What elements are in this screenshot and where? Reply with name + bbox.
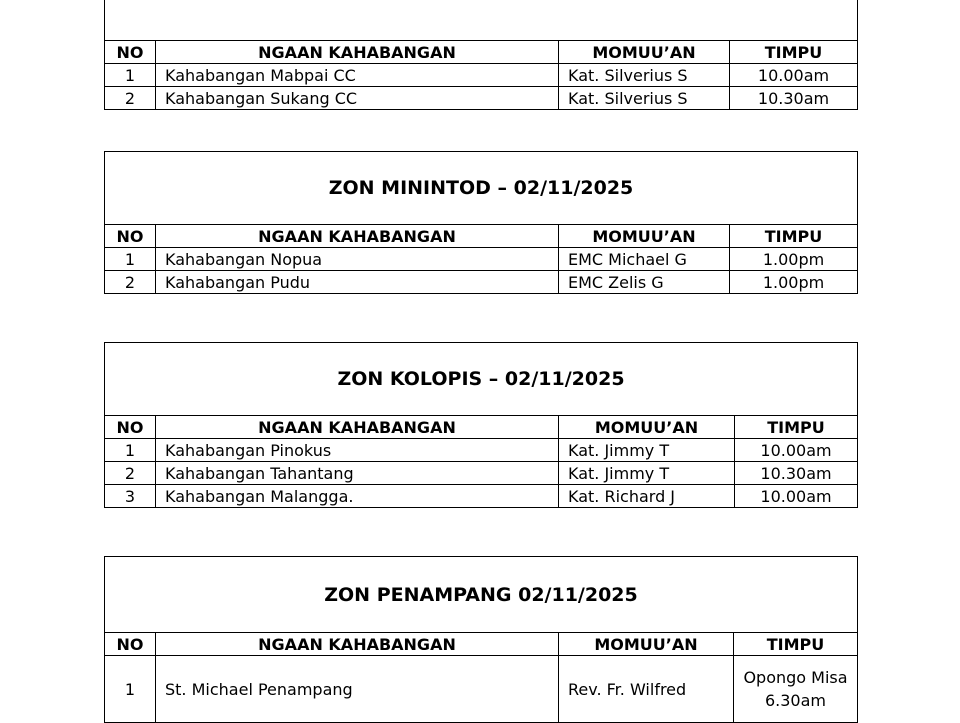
table-row — [105, 656, 858, 723]
table-row — [105, 439, 858, 462]
zone-title: ZON MININTOD – 02/11/2025 — [105, 152, 858, 225]
header-leader: MOMUU’AN — [559, 41, 730, 64]
zone-table-kolopis — [104, 342, 858, 508]
cell-time: 1.00pm — [730, 248, 858, 271]
cell-name: Kahabangan Malangga. — [156, 485, 559, 508]
cell-no: 1 — [105, 64, 156, 87]
zone-title: ZON KOLOPIS – 02/11/2025 — [105, 343, 858, 416]
cell-time: 10.00am — [735, 439, 858, 462]
cell-time: Opongo Misa 6.30am — [734, 656, 858, 723]
header-leader: MOMUU’AN — [559, 633, 734, 656]
cell-leader: Kat. Richard J — [559, 485, 735, 508]
cell-leader: EMC Michael G — [559, 248, 730, 271]
table-row — [105, 271, 858, 294]
header-leader: MOMUU’AN — [559, 225, 730, 248]
table-row — [105, 462, 858, 485]
table-row — [105, 87, 858, 110]
zone-table-sukang-mabpai — [104, 0, 858, 110]
cell-no: 2 — [105, 87, 156, 110]
cell-leader: EMC Zelis G — [559, 271, 730, 294]
cell-time: 10.30am — [735, 462, 858, 485]
cell-name: Kahabangan Tahantang — [156, 462, 559, 485]
cell-name: Kahabangan Nopua — [156, 248, 559, 271]
header-no: NO — [105, 416, 156, 439]
cell-leader: Rev. Fr. Wilfred — [559, 656, 734, 723]
header-time: TIMPU — [730, 225, 858, 248]
header-name: NGAAN KAHABANGAN — [156, 41, 559, 64]
header-name: NGAAN KAHABANGAN — [156, 633, 559, 656]
cell-time: 10.00am — [735, 485, 858, 508]
cell-name: Kahabangan Sukang CC — [156, 87, 559, 110]
cell-name: St. Michael Penampang — [156, 656, 559, 723]
zone-table-minintod — [104, 151, 858, 294]
header-name: NGAAN KAHABANGAN — [156, 416, 559, 439]
cell-time: 10.00am — [730, 64, 858, 87]
cell-time: 1.00pm — [730, 271, 858, 294]
zone-title — [105, 0, 858, 41]
header-leader: MOMUU’AN — [559, 416, 735, 439]
header-no: NO — [105, 633, 156, 656]
cell-no: 1 — [105, 439, 156, 462]
zone-title: ZON PENAMPANG 02/11/2025 — [105, 557, 858, 633]
cell-leader: Kat. Jimmy T — [559, 462, 735, 485]
header-time: TIMPU — [734, 633, 858, 656]
cell-no: 1 — [105, 248, 156, 271]
header-time: TIMPU — [735, 416, 858, 439]
cell-no: 3 — [105, 485, 156, 508]
cell-name: Kahabangan Pinokus — [156, 439, 559, 462]
cell-no: 2 — [105, 462, 156, 485]
cell-leader: Kat. Jimmy T — [559, 439, 735, 462]
cell-no: 1 — [105, 656, 156, 723]
cell-leader: Kat. Silverius S — [559, 64, 730, 87]
zone-table-penampang — [104, 556, 858, 723]
table-row — [105, 485, 858, 508]
cell-time: 10.30am — [730, 87, 858, 110]
header-no: NO — [105, 225, 156, 248]
cell-name: Kahabangan Mabpai CC — [156, 64, 559, 87]
header-name: NGAAN KAHABANGAN — [156, 225, 559, 248]
table-row — [105, 64, 858, 87]
cell-leader: Kat. Silverius S — [559, 87, 730, 110]
header-time: TIMPU — [730, 41, 858, 64]
header-no: NO — [105, 41, 156, 64]
table-row — [105, 248, 858, 271]
cell-no: 2 — [105, 271, 156, 294]
cell-name: Kahabangan Pudu — [156, 271, 559, 294]
